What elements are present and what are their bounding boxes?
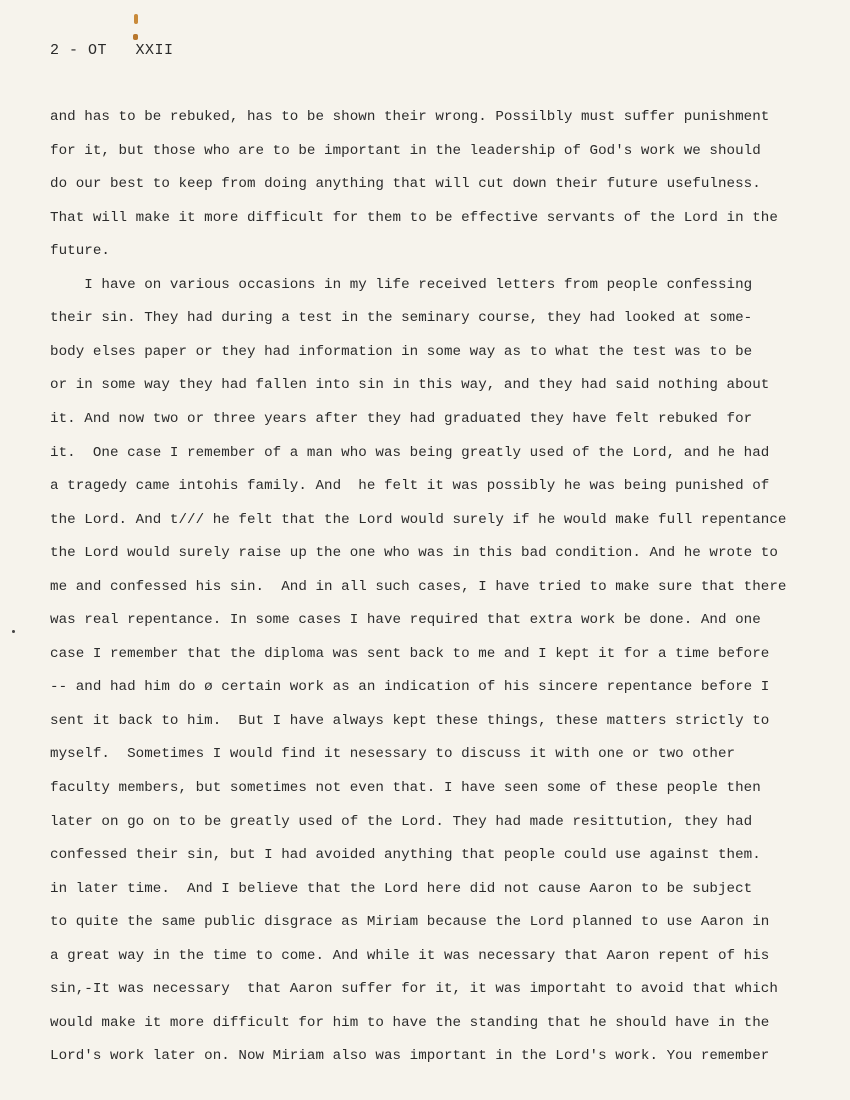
text-line: me and confessed his sin. And in all such cases, I have tried to make sure that there — [50, 578, 787, 595]
text-line: it. One case I remember of a man who was being greatly used of the Lord, and he had — [50, 444, 770, 461]
page-header: 2 - OT XXII — [50, 42, 174, 59]
paper-speck — [12, 630, 15, 633]
text-line: sin,-It was necessary that Aaron suffer for it, it was importaht to avoid that which — [50, 981, 778, 998]
text-line: faculty members, but sometimes not even that. I have seen some of these people then — [50, 780, 761, 796]
text-line: it. And now two or three years after they had graduated they have felt rebuked for — [50, 410, 753, 427]
text-line: the Lord. And t/// he felt that the Lord would surely if he would make full repentance — [50, 511, 787, 528]
text-line: would make it more difficult for him to have the standing that he should have in the — [50, 1014, 770, 1031]
text-line: was real repentance. In some cases I have required that extra work be done. And one — [50, 612, 761, 629]
text-line: confessed their sin, but I had avoided anything that people could use against them. — [50, 847, 761, 864]
text-line: a great way in the time to come. And while it was necessary that Aaron repent of his — [50, 947, 770, 964]
text-line: do our best to keep from doing anything that will cut down their future usefulness. — [50, 176, 761, 193]
text-line: body elses paper or they had information in some way as to what the test was to be — [50, 343, 753, 360]
text-line: or in some way they had fallen into sin in this way, and they had said nothing about — [50, 377, 770, 394]
text-line: case I remember that the diploma was sent back to me and I kept it for a time before — [50, 645, 770, 662]
staple-mark — [133, 34, 138, 40]
text-line: -- and had him do ø certain work as an indication of his sincere repentance before I — [50, 679, 770, 696]
text-line: the Lord would surely raise up the one who was in this bad condition. And he wrote to — [50, 545, 778, 562]
text-line: for it, but those who are to be important in the leadership of God's work we should — [50, 142, 761, 159]
text-line: myself. Sometimes I would find it nesessary to discuss it with one or two other — [50, 746, 736, 763]
text-line: future. — [50, 243, 110, 260]
text-line: I have on various occasions in my life received letters from people confessing — [50, 276, 753, 293]
text-line: and has to be rebuked, has to be shown their wrong. Possilbly must suffer punishment — [50, 109, 770, 125]
text-line: their sin. They had during a test in the seminary course, they had looked at some- — [50, 310, 753, 327]
text-line: in later time. And I believe that the Lord here did not cause Aaron to be subject — [50, 880, 753, 897]
staple-mark — [134, 14, 138, 24]
text-line: to quite the same public disgrace as Miriam because the Lord planned to use Aaron in — [50, 914, 770, 931]
text-line: later on go on to be greatly used of the Lord. They had made resittution, they had — [50, 813, 753, 830]
text-line: That will make it more difficult for them to be effective servants of the Lord in the — [50, 209, 778, 226]
text-line: a tragedy came intohis family. And he felt it was possibly he was being punished of — [50, 478, 770, 495]
text-line: sent it back to him. But I have always kept these things, these matters strictly to — [50, 712, 770, 729]
text-line: Lord's work later on. Now Miriam also was important in the Lord's work. You remember — [50, 1048, 770, 1065]
